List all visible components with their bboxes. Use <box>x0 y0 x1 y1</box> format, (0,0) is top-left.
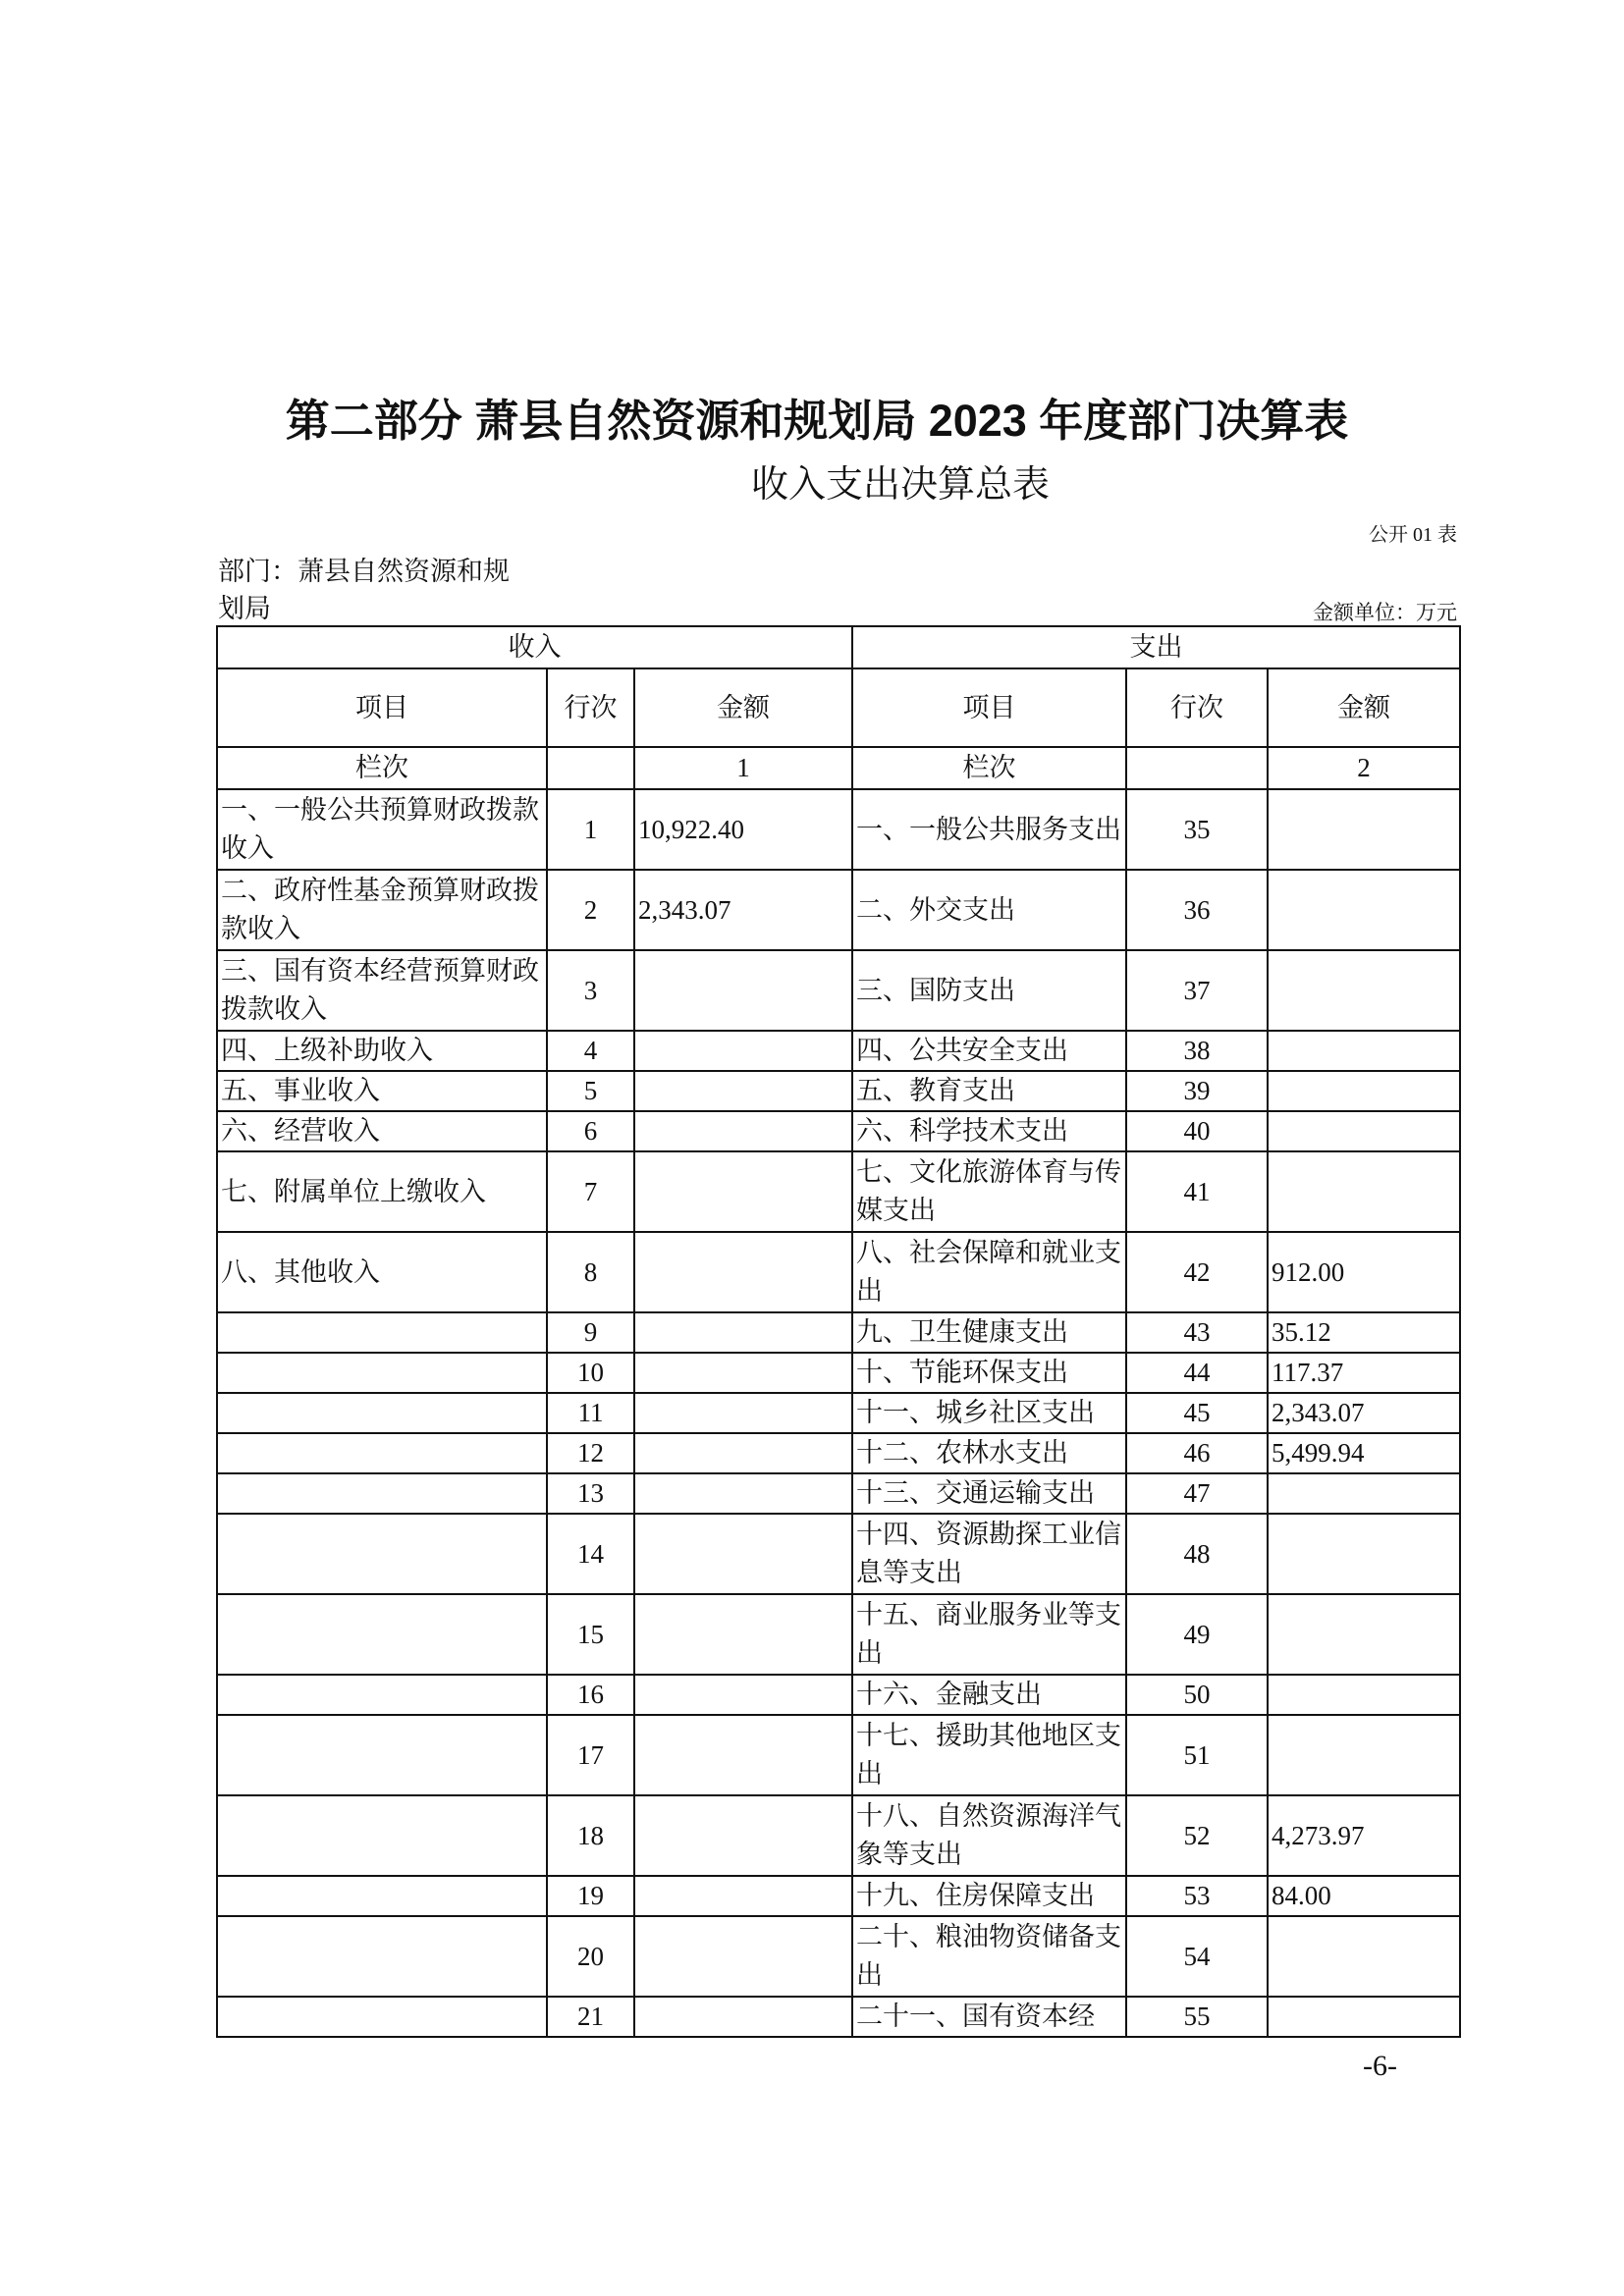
expense-amount <box>1268 1675 1460 1715</box>
expense-amount <box>1268 1997 1460 2037</box>
expense-row-number: 38 <box>1126 1031 1268 1071</box>
expense-row-number: 49 <box>1126 1594 1268 1675</box>
expense-index: 2 <box>1268 747 1460 789</box>
expense-row-number: 44 <box>1126 1353 1268 1393</box>
expense-row-number: 37 <box>1126 950 1268 1031</box>
table-row <box>217 789 1460 870</box>
income-item: 六、经营收入 <box>217 1111 547 1151</box>
expense-row-number: 35 <box>1126 789 1268 870</box>
income-item <box>217 1997 547 2037</box>
income-amount <box>634 1473 852 1514</box>
income-row-number: 13 <box>547 1473 634 1514</box>
expense-row-number: 40 <box>1126 1111 1268 1151</box>
expense-amount <box>1268 1031 1460 1071</box>
income-amount: 10,922.40 <box>634 789 852 870</box>
income-amount <box>634 1071 852 1111</box>
expense-item: 三、国防支出 <box>852 950 1126 1031</box>
income-amount <box>634 1312 852 1353</box>
income-amount <box>634 1514 852 1594</box>
page-number: -6- <box>1363 2050 1397 2082</box>
income-amount <box>634 1997 852 2037</box>
expense-amount: 2,343.07 <box>1268 1393 1460 1433</box>
income-row-number: 1 <box>547 789 634 870</box>
expense-row-number: 43 <box>1126 1312 1268 1353</box>
income-item: 三、国有资本经营预算财政拨款收入 <box>217 950 547 1031</box>
income-expense-table <box>216 625 1461 2038</box>
table-title: 收入支出决算总表 <box>750 464 1050 506</box>
table-row <box>217 870 1460 950</box>
income-item: 一、一般公共预算财政拨款收入 <box>217 789 547 870</box>
income-item <box>217 1795 547 1876</box>
expense-row-number: 55 <box>1126 1997 1268 2037</box>
income-amount <box>634 1393 852 1433</box>
income-amount <box>634 1876 852 1916</box>
expense-amount <box>1268 1473 1460 1514</box>
income-index-label: 栏次 <box>217 747 547 789</box>
table-row <box>217 1031 1460 1071</box>
income-amount <box>634 1353 852 1393</box>
expense-amount <box>1268 1715 1460 1795</box>
expense-amount <box>1268 1071 1460 1111</box>
table-row <box>217 1997 1460 2037</box>
expense-item: 十、节能环保支出 <box>852 1353 1126 1393</box>
income-row-number: 14 <box>547 1514 634 1594</box>
expense-item: 十二、农林水支出 <box>852 1433 1126 1473</box>
income-amount: 2,343.07 <box>634 870 852 950</box>
column-index-row <box>217 747 1460 789</box>
expense-item: 六、科学技术支出 <box>852 1111 1126 1151</box>
income-row-number: 20 <box>547 1916 634 1997</box>
table-row <box>217 1353 1460 1393</box>
expense-item: 八、社会保障和就业支出 <box>852 1232 1126 1312</box>
table-row <box>217 1514 1460 1594</box>
income-row-number: 2 <box>547 870 634 950</box>
expense-header: 支出 <box>852 626 1460 668</box>
income-item <box>217 1876 547 1916</box>
income-amount-header: 金额 <box>634 668 852 747</box>
expense-row-number: 39 <box>1126 1071 1268 1111</box>
page-title: 第二部分 萧县自然资源和规划局 2023 年度部门决算表 <box>285 396 1349 446</box>
expense-amount <box>1268 1594 1460 1675</box>
table-row <box>217 1876 1460 1916</box>
expense-row-number: 36 <box>1126 870 1268 950</box>
income-item <box>217 1916 547 1997</box>
expense-item: 一、一般公共服务支出 <box>852 789 1126 870</box>
expense-amount: 117.37 <box>1268 1353 1460 1393</box>
expense-item: 二十、粮油物资储备支出 <box>852 1916 1126 1997</box>
table-row <box>217 950 1460 1031</box>
expense-amount <box>1268 789 1460 870</box>
expense-amount <box>1268 1111 1460 1151</box>
income-row-number: 10 <box>547 1353 634 1393</box>
table-row <box>217 1312 1460 1353</box>
table-row <box>217 1795 1460 1876</box>
income-amount <box>634 1433 852 1473</box>
income-amount <box>634 1675 852 1715</box>
income-item-header: 项目 <box>217 668 547 747</box>
income-item <box>217 1433 547 1473</box>
income-row-number: 15 <box>547 1594 634 1675</box>
income-amount <box>634 1111 852 1151</box>
income-row-number: 12 <box>547 1433 634 1473</box>
expense-amount <box>1268 1916 1460 1997</box>
expense-row-number: 47 <box>1126 1473 1268 1514</box>
expense-row-number: 50 <box>1126 1675 1268 1715</box>
table-row <box>217 1151 1460 1232</box>
income-item: 五、事业收入 <box>217 1071 547 1111</box>
department-label-cont: 划局 <box>218 594 271 623</box>
income-item <box>217 1715 547 1795</box>
income-row-number: 19 <box>547 1876 634 1916</box>
income-amount <box>634 1795 852 1876</box>
income-item <box>217 1393 547 1433</box>
income-index: 1 <box>634 747 852 789</box>
income-item: 二、政府性基金预算财政拨款收入 <box>217 870 547 950</box>
income-row-number: 8 <box>547 1232 634 1312</box>
income-item <box>217 1514 547 1594</box>
income-row-number: 7 <box>547 1151 634 1232</box>
table-row <box>217 1111 1460 1151</box>
expense-index-label: 栏次 <box>852 747 1126 789</box>
table-row <box>217 1473 1460 1514</box>
expense-item: 二十一、国有资本经 <box>852 1997 1126 2037</box>
expense-item: 十五、商业服务业等支出 <box>852 1594 1126 1675</box>
income-item <box>217 1675 547 1715</box>
income-item <box>217 1473 547 1514</box>
expense-item: 十七、援助其他地区支出 <box>852 1715 1126 1795</box>
expense-row-number: 46 <box>1126 1433 1268 1473</box>
income-item: 四、上级补助收入 <box>217 1031 547 1071</box>
expense-amount <box>1268 1151 1460 1232</box>
table-row <box>217 1916 1460 1997</box>
expense-amount: 35.12 <box>1268 1312 1460 1353</box>
expense-item: 九、卫生健康支出 <box>852 1312 1126 1353</box>
income-item <box>217 1594 547 1675</box>
income-row-number: 18 <box>547 1795 634 1876</box>
income-row-number: 4 <box>547 1031 634 1071</box>
income-header: 收入 <box>217 626 852 668</box>
income-amount <box>634 1916 852 1997</box>
expense-row-number: 51 <box>1126 1715 1268 1795</box>
income-amount <box>634 950 852 1031</box>
expense-item: 十六、金融支出 <box>852 1675 1126 1715</box>
expense-amount <box>1268 1514 1460 1594</box>
expense-row-number: 41 <box>1126 1151 1268 1232</box>
expense-item: 十八、自然资源海洋气象等支出 <box>852 1795 1126 1876</box>
expense-amount: 5,499.94 <box>1268 1433 1460 1473</box>
expense-item: 五、教育支出 <box>852 1071 1126 1111</box>
income-row-number: 16 <box>547 1675 634 1715</box>
expense-amount <box>1268 950 1460 1031</box>
expense-row-number: 48 <box>1126 1514 1268 1594</box>
expense-amount-header: 金额 <box>1268 668 1460 747</box>
table-row <box>217 1071 1460 1111</box>
income-amount <box>634 1151 852 1232</box>
expense-amount: 84.00 <box>1268 1876 1460 1916</box>
table-row <box>217 1433 1460 1473</box>
income-item <box>217 1312 547 1353</box>
expense-item: 四、公共安全支出 <box>852 1031 1126 1071</box>
income-row-number: 17 <box>547 1715 634 1795</box>
table-row <box>217 1594 1460 1675</box>
expense-amount <box>1268 870 1460 950</box>
expense-row-number: 45 <box>1126 1393 1268 1433</box>
expense-row-number: 42 <box>1126 1232 1268 1312</box>
income-row-number: 6 <box>547 1111 634 1151</box>
expense-amount: 912.00 <box>1268 1232 1460 1312</box>
expense-row-number: 53 <box>1126 1876 1268 1916</box>
table-row <box>217 1715 1460 1795</box>
income-row-number: 5 <box>547 1071 634 1111</box>
expense-item: 十九、住房保障支出 <box>852 1876 1126 1916</box>
expense-row-number: 52 <box>1126 1795 1268 1876</box>
expense-row-number: 54 <box>1126 1916 1268 1997</box>
income-row-number: 9 <box>547 1312 634 1353</box>
expense-item: 二、外交支出 <box>852 870 1126 950</box>
empty-cell <box>1126 747 1268 789</box>
income-row-number: 21 <box>547 1997 634 2037</box>
income-amount <box>634 1031 852 1071</box>
expense-row-header: 行次 <box>1126 668 1268 747</box>
table-row <box>217 1232 1460 1312</box>
expense-item: 十三、交通运输支出 <box>852 1473 1126 1514</box>
income-item <box>217 1353 547 1393</box>
expense-amount: 4,273.97 <box>1268 1795 1460 1876</box>
income-amount <box>634 1715 852 1795</box>
table-row <box>217 1393 1460 1433</box>
amount-unit: 金额单位：万元 <box>1313 601 1457 624</box>
expense-item: 十四、资源勘探工业信息等支出 <box>852 1514 1126 1594</box>
department-label: 部门：萧县自然资源和规 <box>218 557 510 586</box>
table-row <box>217 1675 1460 1715</box>
income-item: 七、附属单位上缴收入 <box>217 1151 547 1232</box>
income-row-header: 行次 <box>547 668 634 747</box>
income-item: 八、其他收入 <box>217 1232 547 1312</box>
column-header-row <box>217 668 1460 747</box>
form-number: 公开 01 表 <box>1369 524 1457 546</box>
expense-item: 七、文化旅游体育与传媒支出 <box>852 1151 1126 1232</box>
income-row-number: 3 <box>547 950 634 1031</box>
expense-item: 十一、城乡社区支出 <box>852 1393 1126 1433</box>
income-amount <box>634 1594 852 1675</box>
income-amount <box>634 1232 852 1312</box>
expense-item-header: 项目 <box>852 668 1126 747</box>
income-row-number: 11 <box>547 1393 634 1433</box>
section-header-row <box>217 626 1460 668</box>
empty-cell <box>547 747 634 789</box>
